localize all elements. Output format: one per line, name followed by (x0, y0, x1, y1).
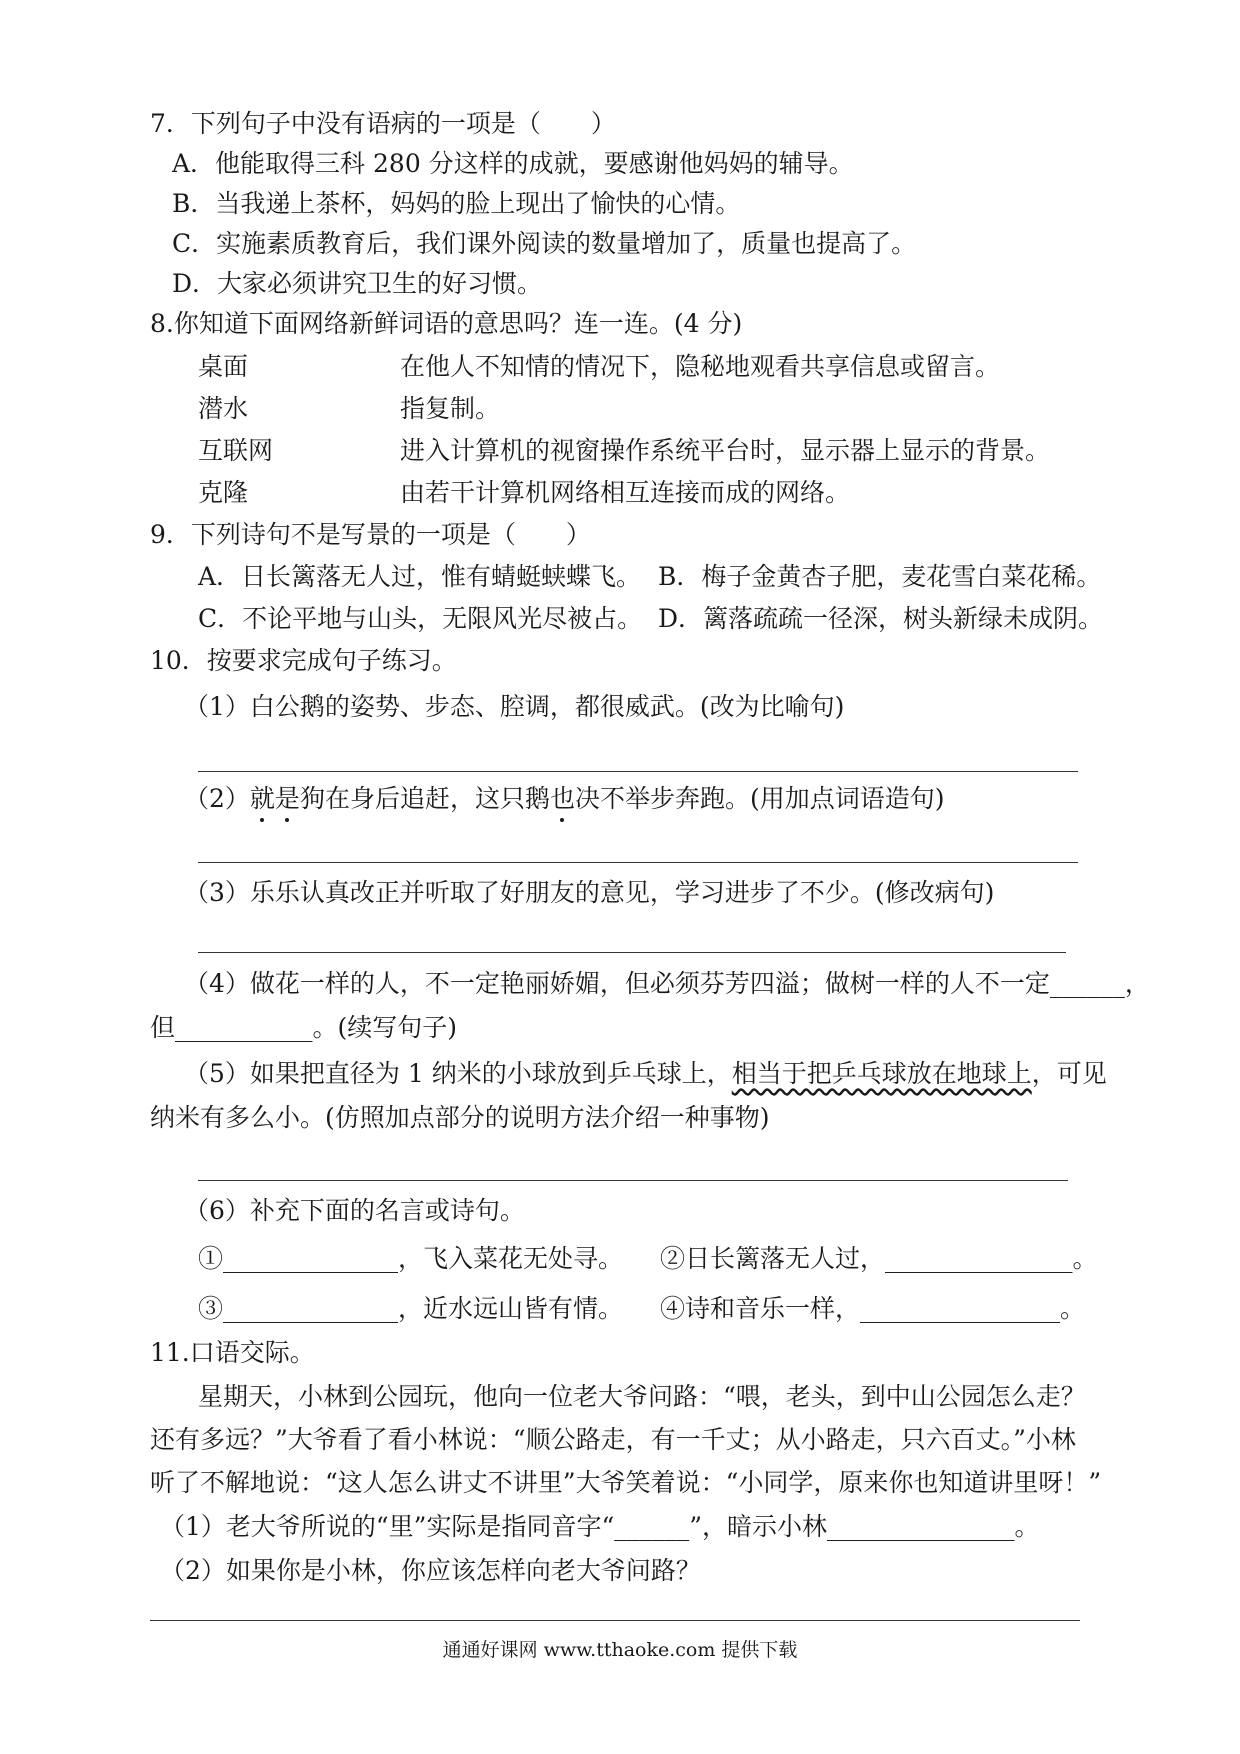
q7-option-c: C．实施素质教育后，我们课外阅读的数量增加了，质量也提高了。 (172, 229, 917, 258)
q9-option-c: C．不论平地与山头，无限风光尽被占。 (198, 604, 643, 633)
answer-line (198, 952, 1066, 953)
q11-sub-1: （1）老大爷所说的“里”实际是指同音字“______”，暗示小林_______________。 (160, 1512, 1040, 1541)
q10-fill-4: ④诗和音乐一样，________________。 (660, 1294, 1086, 1323)
q11-passage-line: 听了不解地说：“这人怎么讲丈不讲里”大爷笑着说：“小同学，原来你也知道讲里呀！” (150, 1468, 1102, 1497)
q11-sub-2: （2）如果你是小林，你应该怎样向老大爷问路？ (160, 1556, 701, 1585)
q10-part3: （3）乐乐认真改正并听取了好朋友的意见，学习进步了不少。(修改病句) (184, 878, 995, 907)
answer-line (198, 1180, 1068, 1181)
q11-stem: 11.口语交际。 (150, 1338, 315, 1367)
q7-option-b: B．当我递上茶杯，妈妈的脸上现出了愉快的心情。 (172, 189, 741, 218)
dotted-word: 也 (550, 782, 575, 816)
q10-fill-2: ②日长篱落无人过，_______________。 (660, 1244, 1098, 1273)
q8-term: 桌面 (198, 352, 249, 381)
q11-passage-line: 星期天，小林到公园玩，他向一位老大爷问路：“喂，老头，到中山公园怎么走？ (198, 1382, 1086, 1411)
q10-part5-line2: 纳米有多么小。(仿照加点部分的说明方法介绍一种事物) (150, 1103, 770, 1132)
q8-term: 潜水 (198, 394, 249, 423)
q10-part5-line1: （5）如果把直径为 1 纳米的小球放到乒乓球上，相当于把乒乓球放在地球上，可见 (184, 1059, 1107, 1088)
q8-definition: 指复制。 (400, 394, 501, 423)
q8-definition: 在他人不知情的情况下，隐秘地观看共享信息或留言。 (400, 352, 1001, 381)
dotted-word: 就是 (250, 784, 300, 813)
q9-option-b: B．梅子金黄杏子肥，麦花雪白菜花稀。 (658, 562, 1102, 591)
answer-line (198, 862, 1078, 863)
answer-line (198, 771, 1078, 772)
q8-stem: 8.你知道下面网络新鲜词语的意思吗？连一连。(4 分) (150, 309, 743, 338)
q8-term: 互联网 (198, 436, 274, 465)
q7-option-a: A．他能取得三科 280 分这样的成就，要感谢他妈妈的辅导。 (172, 149, 854, 178)
q7-option-d: D．大家必须讲究卫生的好习惯。 (172, 269, 543, 298)
q7-stem: 7．下列句子中没有语病的一项是（ ） (150, 109, 616, 138)
emphasized-phrase: 相当于把乒乓球放在地球上 (731, 1059, 1032, 1088)
q10-fill-3: ③______________，近水远山皆有情。 (198, 1294, 624, 1323)
q9-stem: 9．下列诗句不是写景的一项是（ ） (150, 520, 591, 549)
q10-part2: （2）就是狗在身后追赶，这只鹅也决不举步奔跑。(用加点词语造句) (184, 782, 944, 816)
q10-part1: （1）白公鹅的姿势、步态、腔调，都很威武。(改为比喻句) (184, 692, 845, 721)
q10-part6: （6）补充下面的名言或诗句。 (184, 1196, 525, 1225)
q11-passage-line: 还有多远？”大爷看了看小林说：“顺公路走，有一千丈；从小路走，只六百丈。”小林 (150, 1425, 1076, 1454)
q10-part4-line1: （4）做花一样的人，不一定艳丽娇媚，但必须芬芳四溢；做树一样的人不一定______， (184, 969, 1150, 998)
q8-term: 克隆 (198, 478, 249, 507)
q10-part4-line2: 但___________。(续写句子) (150, 1013, 458, 1042)
q10-stem: 10．按要求完成句子练习。 (150, 646, 457, 675)
q9-option-a: A．日长篱落无人过，惟有蜻蜓蛱蝶飞。 (198, 562, 642, 591)
answer-line (150, 1620, 1080, 1621)
q8-definition: 由若干计算机网络相互连接而成的网络。 (400, 478, 851, 507)
q8-definition: 进入计算机的视窗操作系统平台时，显示器上显示的背景。 (400, 436, 1051, 465)
q10-fill-1: ①______________，飞入菜花无处寻。 (198, 1244, 624, 1273)
page-footer: 通通好课网 www.tthaoke.com 提供下载 (442, 1639, 798, 1661)
q9-option-d: D．篱落疏疏一径深，树头新绿未成阴。 (658, 604, 1104, 633)
